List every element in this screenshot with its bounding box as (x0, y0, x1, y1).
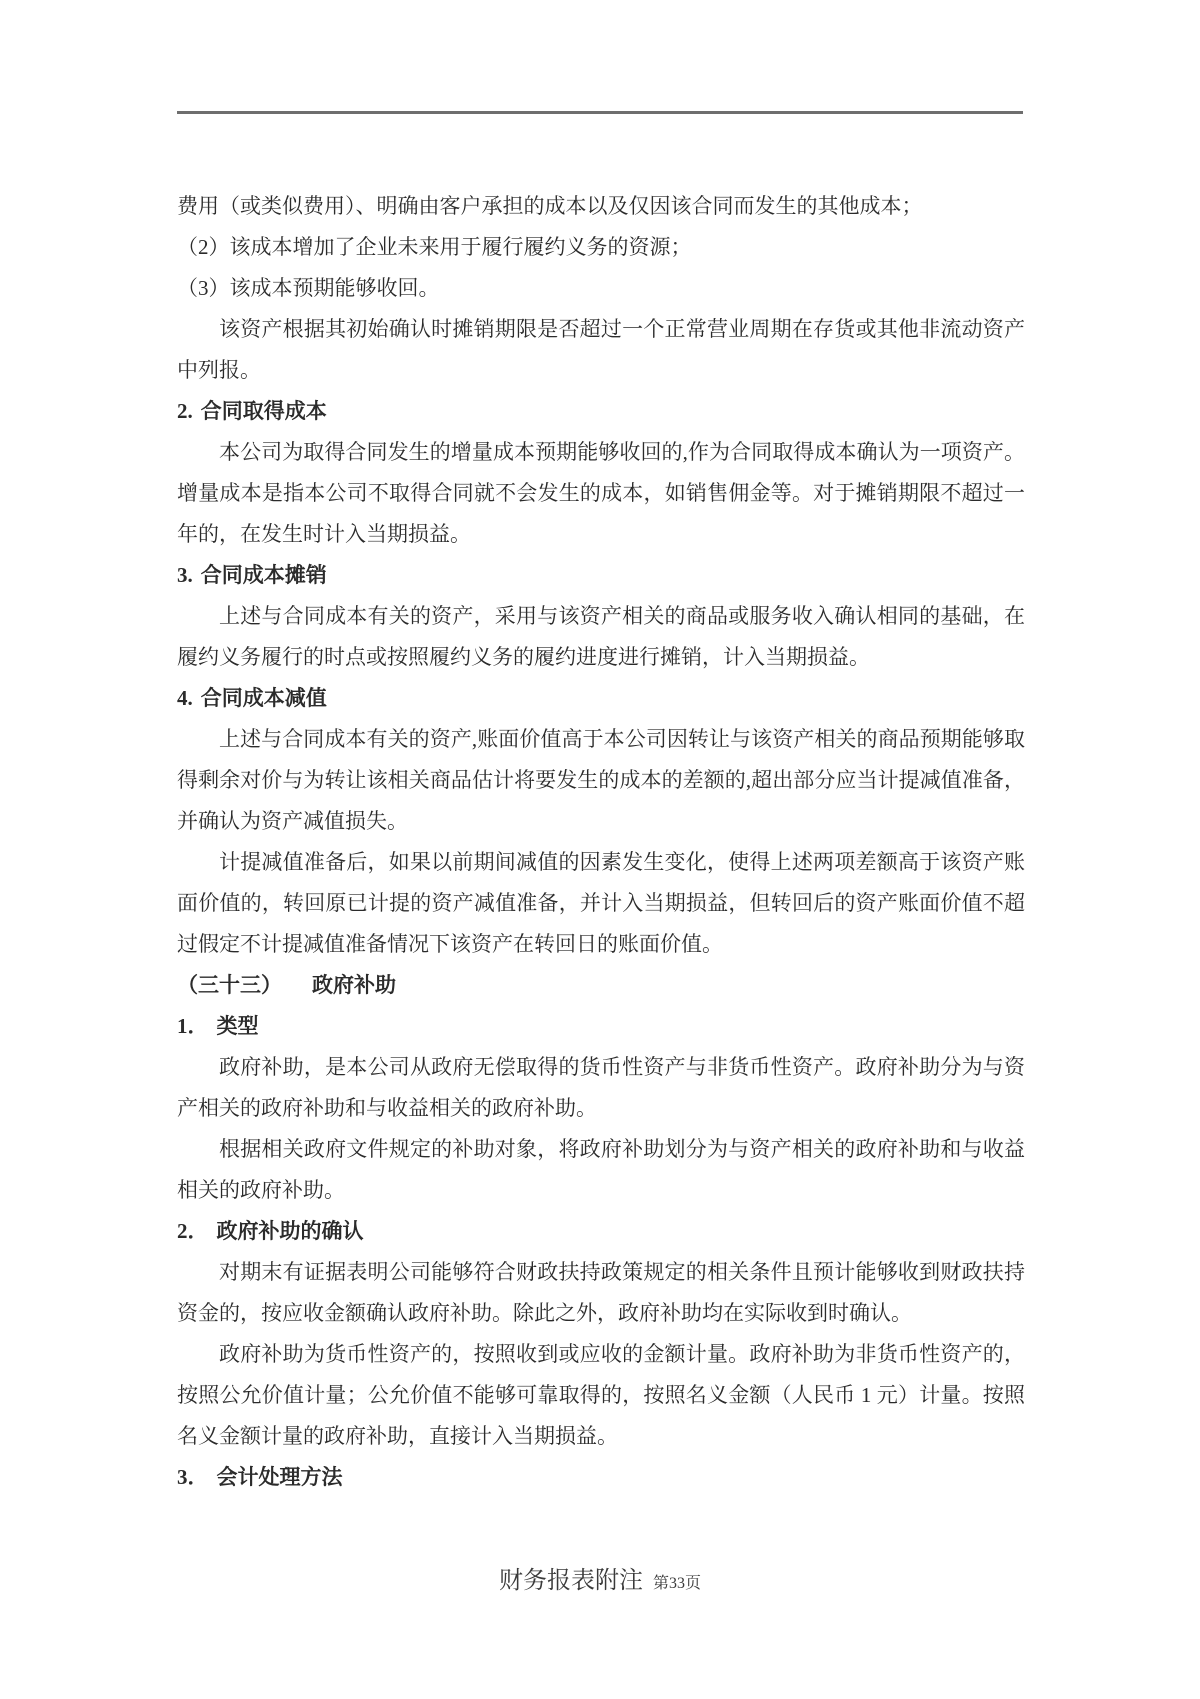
paragraph: 上述与合同成本有关的资产,账面价值高于本公司因转让与该资产相关的商品预期能够取得剩余对价与为转让该相关商品估计将要发生的成本的差额的,超出部分应当计提减值准备，并确认为资产减值损失。 (177, 727, 1025, 833)
document-body (177, 186, 1025, 1498)
paragraph-indented: 根据相关政府文件规定的补助对象，将政府补助划分为与资产相关的政府补助和与收益相关的政府补助。 (177, 1137, 1025, 1202)
heading-number: 2. (177, 399, 193, 423)
heading-number: 4. (177, 686, 193, 710)
heading-number: 3． (177, 1465, 209, 1489)
section-number: （三十三） (177, 973, 282, 997)
heading-label: 合同成本减值 (200, 686, 327, 710)
heading-label: 合同取得成本 (200, 399, 327, 423)
list-item: （2）该成本增加了企业未来用于履行履约义务的资源； (177, 235, 692, 259)
sub-heading-contract-cost-impairment (177, 678, 1025, 719)
section-heading-government-grants (177, 965, 1025, 1006)
heading-number: 1． (177, 1014, 209, 1038)
paragraph: 该资产根据其初始确认时摊销期限是否超过一个正常营业周期在存货或其他非流动资产中列报。 (177, 317, 1025, 382)
heading-label: 会计处理方法 (216, 1465, 343, 1489)
list-item: （3）该成本预期能够收回。 (177, 276, 440, 300)
section-label: 政府补助 (312, 973, 396, 997)
paragraph: 本公司为取得合同发生的增量成本预期能够收回的,作为合同取得成本确认为一项资产。增量成本是指本公司不取得合同就不会发生的成本，如销售佣金等。对于摊销期限不超过一年的，在发生时计入当期损益。 (177, 440, 1025, 546)
heading-label: 类型 (216, 1014, 259, 1038)
footer-title: 财务报表附注 (498, 1568, 643, 1594)
paragraph: 对期末有证据表明公司能够符合财政扶持政策规定的相关条件且预计能够收到财政扶持资金的，按应收金额确认政府补助。除此之外，政府补助均在实际收到时确认。 (177, 1260, 1025, 1325)
sub-heading-contract-acquisition-cost (177, 391, 1025, 432)
paragraph: 上述与合同成本有关的资产，采用与该资产相关的商品或服务收入确认相同的基础，在履约义务履行的时点或按照履约义务的履约进度进行摊销，计入当期损益。 (177, 604, 1025, 669)
sub-heading-accounting-treatment (177, 1457, 1025, 1498)
sub-heading-grant-recognition (177, 1211, 1025, 1252)
sub-heading-contract-cost-amortization (177, 555, 1025, 596)
paragraph: 计提减值准备后，如果以前期间减值的因素发生变化，使得上述两项差额高于该资产账面价值的，转回原已计提的资产减值准备，并计入当期损益，但转回后的资产账面价值不超过假定不计提减值准备情况下该资产在转回日的账面价值。 (177, 850, 1025, 956)
paragraph-continuation: 费用（或类似费用）、明确由客户承担的成本以及仅因该合同而发生的其他成本； (177, 194, 923, 218)
heading-number: 3. (177, 563, 193, 587)
heading-label: 合同成本摊销 (200, 563, 327, 587)
paragraph: 政府补助为货币性资产的，按照收到或应收的金额计量。政府补助为非货币性资产的，按照公允价值计量；公允价值不能够可靠取得的，按照名义金额（人民币 1 元）计量。按照名义金额计量的政府补助，直接计入当期损益。 (177, 1342, 1025, 1448)
page-footer (0, 1560, 1200, 1595)
header-rule (177, 111, 1023, 114)
sub-heading-types (177, 1006, 1025, 1047)
paragraph: 政府补助，是本公司从政府无偿取得的货币性资产与非货币性资产。政府补助分为与资产相关的政府补助和与收益相关的政府补助。 (177, 1055, 1025, 1120)
footer-page-number: 第33页 (652, 1575, 701, 1592)
heading-label: 政府补助的确认 (216, 1219, 364, 1243)
heading-number: 2． (177, 1219, 209, 1243)
